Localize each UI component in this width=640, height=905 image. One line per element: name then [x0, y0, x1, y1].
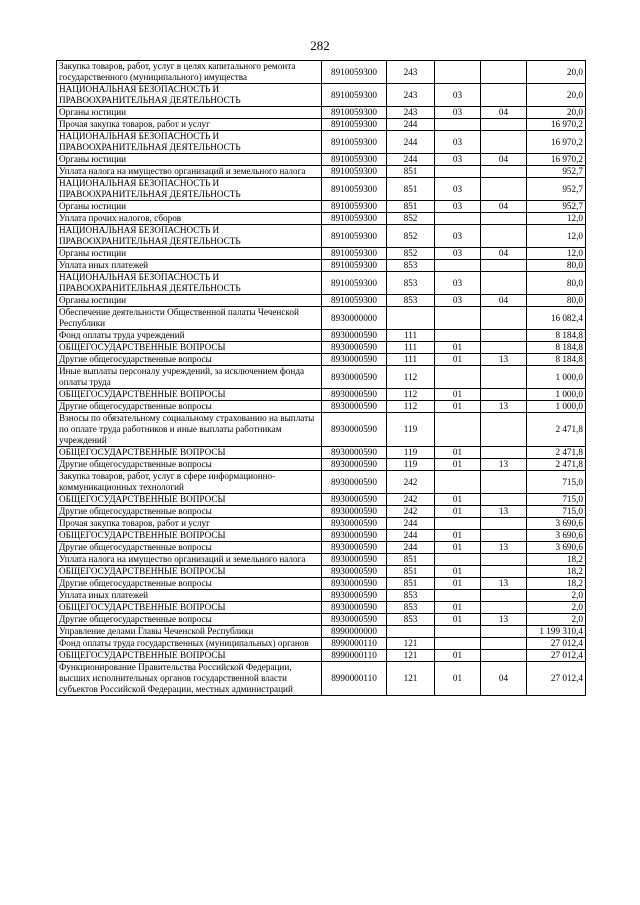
row-name: Другие общегосударственные вопросы [57, 459, 322, 471]
section-code: 01 [435, 662, 481, 696]
amount: 20,0 [527, 107, 586, 119]
subsection-code: 13 [481, 614, 527, 626]
row-name: Другие общегосударственные вопросы [57, 614, 322, 626]
table-row [57, 154, 586, 166]
expense-type-code [387, 307, 435, 330]
expense-type-code: 851 [387, 166, 435, 178]
subsection-code [481, 119, 527, 131]
row-name: Органы юстиции [57, 295, 322, 307]
expense-type-code: 112 [387, 401, 435, 413]
row-name: НАЦИОНАЛЬНАЯ БЕЗОПАСНОСТЬ И ПРАВООХРАНИТЕЛЬНАЯ ДЕЯТЕЛЬНОСТЬ [57, 178, 322, 201]
row-name: Другие общегосударственные вопросы [57, 506, 322, 518]
amount: 2 471,8 [527, 413, 586, 447]
amount: 20,0 [527, 84, 586, 107]
target-article-code: 8910059300 [322, 61, 387, 84]
subsection-code: 04 [481, 107, 527, 119]
amount: 18,2 [527, 578, 586, 590]
target-article-code: 8930000590 [322, 459, 387, 471]
expense-type-code: 243 [387, 84, 435, 107]
section-code [435, 590, 481, 602]
table-row [57, 248, 586, 260]
row-name: НАЦИОНАЛЬНАЯ БЕЗОПАСНОСТЬ И ПРАВООХРАНИТЕЛЬНАЯ ДЕЯТЕЛЬНОСТЬ [57, 272, 322, 295]
section-code: 01 [435, 578, 481, 590]
section-code: 01 [435, 459, 481, 471]
expense-type-code: 851 [387, 566, 435, 578]
table-row [57, 213, 586, 225]
expense-type-code: 244 [387, 530, 435, 542]
expense-type-code: 853 [387, 602, 435, 614]
table-row [57, 614, 586, 626]
table-row [57, 84, 586, 107]
table-row [57, 389, 586, 401]
target-article-code: 8930000590 [322, 494, 387, 506]
row-name: Управление делами Главы Чеченской Республики [57, 626, 322, 638]
table-row [57, 131, 586, 154]
row-name: ОБЩЕГОСУДАРСТВЕННЫЕ ВОПРОСЫ [57, 494, 322, 506]
amount: 2 471,8 [527, 447, 586, 459]
row-name: Органы юстиции [57, 107, 322, 119]
amount: 27 012,4 [527, 650, 586, 662]
expense-type-code: 244 [387, 518, 435, 530]
subsection-code [481, 566, 527, 578]
row-name: Органы юстиции [57, 248, 322, 260]
section-code [435, 638, 481, 650]
amount: 715,0 [527, 506, 586, 518]
page-number: 282 [310, 38, 330, 53]
subsection-code [481, 178, 527, 201]
table-row [57, 602, 586, 614]
subsection-code: 13 [481, 542, 527, 554]
target-article-code: 8930000590 [322, 330, 387, 342]
subsection-code: 13 [481, 401, 527, 413]
amount: 27 012,4 [527, 638, 586, 650]
amount: 16 970,2 [527, 131, 586, 154]
row-name: Функционирование Правительства Российской Федерации, высших исполнительных органов государственной власти субъектов Российской Федерации, местных администраций [57, 662, 322, 696]
target-article-code: 8930000590 [322, 413, 387, 447]
amount: 3 690,6 [527, 530, 586, 542]
row-name: Органы юстиции [57, 154, 322, 166]
table-row [57, 354, 586, 366]
expense-type-code: 853 [387, 260, 435, 272]
expense-type-code: 851 [387, 201, 435, 213]
target-article-code: 8910059300 [322, 119, 387, 131]
expense-type-code: 853 [387, 590, 435, 602]
row-name: Уплата иных платежей [57, 590, 322, 602]
table-row [57, 566, 586, 578]
section-code: 03 [435, 295, 481, 307]
section-code [435, 166, 481, 178]
subsection-code [481, 272, 527, 295]
subsection-code [481, 638, 527, 650]
amount: 952,7 [527, 166, 586, 178]
expense-type-code: 112 [387, 366, 435, 389]
table-row [57, 626, 586, 638]
section-code: 03 [435, 225, 481, 248]
section-code: 01 [435, 447, 481, 459]
target-article-code: 8910059300 [322, 107, 387, 119]
subsection-code [481, 342, 527, 354]
expense-type-code: 244 [387, 154, 435, 166]
expense-type-code: 119 [387, 459, 435, 471]
section-code [435, 330, 481, 342]
row-name: Прочая закупка товаров, работ и услуг [57, 119, 322, 131]
table-row [57, 178, 586, 201]
section-code [435, 626, 481, 638]
subsection-code [481, 447, 527, 459]
table-row [57, 260, 586, 272]
amount: 1 000,0 [527, 389, 586, 401]
amount: 952,7 [527, 178, 586, 201]
target-article-code: 8930000590 [322, 506, 387, 518]
section-code [435, 518, 481, 530]
section-code: 01 [435, 602, 481, 614]
section-code [435, 307, 481, 330]
expense-type-code: 112 [387, 389, 435, 401]
subsection-code [481, 626, 527, 638]
expense-type-code: 119 [387, 413, 435, 447]
table-row [57, 459, 586, 471]
target-article-code: 8910059300 [322, 248, 387, 260]
section-code: 03 [435, 272, 481, 295]
target-article-code: 8930000590 [322, 590, 387, 602]
expense-type-code: 242 [387, 506, 435, 518]
subsection-code [481, 260, 527, 272]
subsection-code [481, 413, 527, 447]
amount: 12,0 [527, 248, 586, 260]
section-code: 01 [435, 614, 481, 626]
amount: 12,0 [527, 225, 586, 248]
subsection-code: 13 [481, 578, 527, 590]
table-row [57, 342, 586, 354]
table-row [57, 413, 586, 447]
expense-type-code: 242 [387, 471, 435, 494]
target-article-code: 8990000110 [322, 662, 387, 696]
target-article-code: 8910059300 [322, 272, 387, 295]
target-article-code: 8930000590 [322, 566, 387, 578]
subsection-code [481, 554, 527, 566]
section-code [435, 61, 481, 84]
table-row [57, 554, 586, 566]
row-name: Другие общегосударственные вопросы [57, 401, 322, 413]
target-article-code: 8910059300 [322, 201, 387, 213]
subsection-code [481, 650, 527, 662]
amount: 1 000,0 [527, 366, 586, 389]
amount: 2,0 [527, 602, 586, 614]
expense-type-code: 244 [387, 542, 435, 554]
table-row [57, 166, 586, 178]
target-article-code: 8990000000 [322, 626, 387, 638]
target-article-code: 8930000590 [322, 342, 387, 354]
table-row [57, 307, 586, 330]
row-name: ОБЩЕГОСУДАРСТВЕННЫЕ ВОПРОСЫ [57, 447, 322, 459]
expense-type-code: 852 [387, 213, 435, 225]
expense-type-code: 244 [387, 131, 435, 154]
amount: 2 471,8 [527, 459, 586, 471]
expense-type-code: 121 [387, 662, 435, 696]
section-code [435, 119, 481, 131]
expense-type-code: 852 [387, 248, 435, 260]
expense-type-code: 121 [387, 650, 435, 662]
table-row [57, 366, 586, 389]
target-article-code: 8910059300 [322, 213, 387, 225]
table-row [57, 650, 586, 662]
row-name: Уплата прочих налогов, сборов [57, 213, 322, 225]
table-row [57, 295, 586, 307]
row-name: НАЦИОНАЛЬНАЯ БЕЗОПАСНОСТЬ И ПРАВООХРАНИТЕЛЬНАЯ ДЕЯТЕЛЬНОСТЬ [57, 225, 322, 248]
section-code: 03 [435, 201, 481, 213]
target-article-code: 8910059300 [322, 131, 387, 154]
amount: 952,7 [527, 201, 586, 213]
target-article-code: 8910059300 [322, 260, 387, 272]
section-code [435, 554, 481, 566]
row-name: Прочая закупка товаров, работ и услуг [57, 518, 322, 530]
expense-type-code: 244 [387, 119, 435, 131]
target-article-code: 8930000590 [322, 518, 387, 530]
amount: 1 000,0 [527, 401, 586, 413]
expense-type-code: 242 [387, 494, 435, 506]
subsection-code: 13 [481, 506, 527, 518]
expense-type-code: 119 [387, 447, 435, 459]
target-article-code: 8910059300 [322, 166, 387, 178]
row-name: Уплата иных платежей [57, 260, 322, 272]
subsection-code [481, 602, 527, 614]
expense-type-code [387, 626, 435, 638]
table-row [57, 471, 586, 494]
subsection-code [481, 518, 527, 530]
row-name: Фонд оплаты труда государственных (муниципальных) органов [57, 638, 322, 650]
expense-type-code: 851 [387, 578, 435, 590]
target-article-code: 8910059300 [322, 84, 387, 107]
target-article-code: 8930000590 [322, 401, 387, 413]
table-row [57, 506, 586, 518]
subsection-code [481, 530, 527, 542]
amount: 715,0 [527, 494, 586, 506]
row-name: Обеспечение деятельности Общественной палаты Чеченской Республики [57, 307, 322, 330]
subsection-code [481, 471, 527, 494]
amount: 20,0 [527, 61, 586, 84]
amount: 12,0 [527, 213, 586, 225]
row-name: Другие общегосударственные вопросы [57, 354, 322, 366]
target-article-code: 8910059300 [322, 154, 387, 166]
section-code: 03 [435, 178, 481, 201]
subsection-code [481, 307, 527, 330]
section-code [435, 471, 481, 494]
table-row [57, 590, 586, 602]
subsection-code [481, 61, 527, 84]
amount: 3 690,6 [527, 518, 586, 530]
amount: 715,0 [527, 471, 586, 494]
target-article-code: 8930000590 [322, 602, 387, 614]
row-name: Закупка товаров, работ, услуг в целях капитального ремонта государственного (муниципального) имущества [57, 61, 322, 84]
expense-type-code: 111 [387, 330, 435, 342]
target-article-code: 8910059300 [322, 178, 387, 201]
row-name: Фонд оплаты труда учреждений [57, 330, 322, 342]
subsection-code: 04 [481, 295, 527, 307]
target-article-code: 8930000590 [322, 578, 387, 590]
section-code: 01 [435, 566, 481, 578]
row-name: НАЦИОНАЛЬНАЯ БЕЗОПАСНОСТЬ И ПРАВООХРАНИТЕЛЬНАЯ ДЕЯТЕЛЬНОСТЬ [57, 131, 322, 154]
subsection-code [481, 213, 527, 225]
expense-type-code: 243 [387, 107, 435, 119]
table-row [57, 494, 586, 506]
expense-type-code: 243 [387, 61, 435, 84]
target-article-code: 8910059300 [322, 225, 387, 248]
amount: 3 690,6 [527, 542, 586, 554]
row-name: Уплата налога на имущество организаций и земельного налога [57, 554, 322, 566]
expense-type-code: 852 [387, 225, 435, 248]
table-row [57, 401, 586, 413]
subsection-code [481, 590, 527, 602]
target-article-code: 8930000590 [322, 542, 387, 554]
table-row [57, 518, 586, 530]
section-code: 01 [435, 354, 481, 366]
section-code: 01 [435, 494, 481, 506]
row-name: Органы юстиции [57, 201, 322, 213]
subsection-code: 13 [481, 459, 527, 471]
target-article-code: 8930000590 [322, 614, 387, 626]
amount: 80,0 [527, 260, 586, 272]
amount: 1 199 310,4 [527, 626, 586, 638]
expense-type-code: 111 [387, 342, 435, 354]
amount: 80,0 [527, 295, 586, 307]
row-name: ОБЩЕГОСУДАРСТВЕННЫЕ ВОПРОСЫ [57, 530, 322, 542]
amount: 16 970,2 [527, 119, 586, 131]
amount: 2,0 [527, 590, 586, 602]
amount: 2,0 [527, 614, 586, 626]
subsection-code: 04 [481, 662, 527, 696]
amount: 8 184,8 [527, 354, 586, 366]
table-row [57, 530, 586, 542]
target-article-code: 8930000590 [322, 530, 387, 542]
amount: 27 012,4 [527, 662, 586, 696]
table-row [57, 662, 586, 696]
target-article-code: 8930000590 [322, 389, 387, 401]
expense-type-code: 853 [387, 295, 435, 307]
subsection-code: 04 [481, 154, 527, 166]
amount: 16 970,2 [527, 154, 586, 166]
section-code: 03 [435, 154, 481, 166]
target-article-code: 8930000590 [322, 366, 387, 389]
target-article-code: 8930000590 [322, 471, 387, 494]
expense-type-code: 853 [387, 614, 435, 626]
row-name: НАЦИОНАЛЬНАЯ БЕЗОПАСНОСТЬ И ПРАВООХРАНИТЕЛЬНАЯ ДЕЯТЕЛЬНОСТЬ [57, 84, 322, 107]
section-code: 03 [435, 248, 481, 260]
subsection-code [481, 389, 527, 401]
section-code: 03 [435, 107, 481, 119]
target-article-code: 8990000110 [322, 650, 387, 662]
expense-type-code: 851 [387, 554, 435, 566]
table-row [57, 447, 586, 459]
row-name: ОБЩЕГОСУДАРСТВЕННЫЕ ВОПРОСЫ [57, 566, 322, 578]
section-code [435, 366, 481, 389]
section-code: 01 [435, 530, 481, 542]
row-name: Уплата налога на имущество организаций и земельного налога [57, 166, 322, 178]
subsection-code: 04 [481, 201, 527, 213]
expense-type-code: 121 [387, 638, 435, 650]
table-row [57, 201, 586, 213]
budget-table-body [57, 61, 586, 696]
subsection-code: 13 [481, 354, 527, 366]
section-code: 01 [435, 389, 481, 401]
target-article-code: 8910059300 [322, 295, 387, 307]
section-code: 03 [435, 131, 481, 154]
table-row [57, 119, 586, 131]
row-name: Взносы по обязательному социальному страхованию на выплаты по оплате труда работников и иные выплаты работникам учреждений [57, 413, 322, 447]
row-name: Иные выплаты персоналу учреждений, за исключением фонда оплаты труда [57, 366, 322, 389]
section-code: 01 [435, 401, 481, 413]
target-article-code: 8930000000 [322, 307, 387, 330]
subsection-code [481, 494, 527, 506]
row-name: ОБЩЕГОСУДАРСТВЕННЫЕ ВОПРОСЫ [57, 389, 322, 401]
table-row [57, 107, 586, 119]
table-row [57, 578, 586, 590]
amount: 18,2 [527, 566, 586, 578]
amount: 8 184,8 [527, 330, 586, 342]
row-name: Другие общегосударственные вопросы [57, 542, 322, 554]
target-article-code: 8930000590 [322, 447, 387, 459]
row-name: Закупка товаров, работ, услуг в сфере информационно-коммуникационных технологий [57, 471, 322, 494]
target-article-code: 8930000590 [322, 354, 387, 366]
table-row [57, 638, 586, 650]
subsection-code [481, 166, 527, 178]
budget-table [56, 60, 586, 696]
section-code [435, 213, 481, 225]
target-article-code: 8990000110 [322, 638, 387, 650]
row-name: ОБЩЕГОСУДАРСТВЕННЫЕ ВОПРОСЫ [57, 342, 322, 354]
section-code: 01 [435, 542, 481, 554]
target-article-code: 8930000590 [322, 554, 387, 566]
expense-type-code: 111 [387, 354, 435, 366]
section-code: 01 [435, 506, 481, 518]
expense-type-code: 853 [387, 272, 435, 295]
row-name: ОБЩЕГОСУДАРСТВЕННЫЕ ВОПРОСЫ [57, 650, 322, 662]
section-code [435, 260, 481, 272]
row-name: ОБЩЕГОСУДАРСТВЕННЫЕ ВОПРОСЫ [57, 602, 322, 614]
subsection-code [481, 225, 527, 248]
section-code: 03 [435, 84, 481, 107]
section-code [435, 413, 481, 447]
subsection-code [481, 330, 527, 342]
section-code: 01 [435, 650, 481, 662]
table-row [57, 272, 586, 295]
amount: 16 082,4 [527, 307, 586, 330]
amount: 8 184,8 [527, 342, 586, 354]
amount: 80,0 [527, 272, 586, 295]
amount: 18,2 [527, 554, 586, 566]
table-row [57, 61, 586, 84]
expense-type-code: 851 [387, 178, 435, 201]
subsection-code [481, 366, 527, 389]
subsection-code [481, 84, 527, 107]
subsection-code [481, 131, 527, 154]
table-row [57, 542, 586, 554]
row-name: Другие общегосударственные вопросы [57, 578, 322, 590]
section-code: 01 [435, 342, 481, 354]
table-row [57, 330, 586, 342]
subsection-code: 04 [481, 248, 527, 260]
table-row [57, 225, 586, 248]
